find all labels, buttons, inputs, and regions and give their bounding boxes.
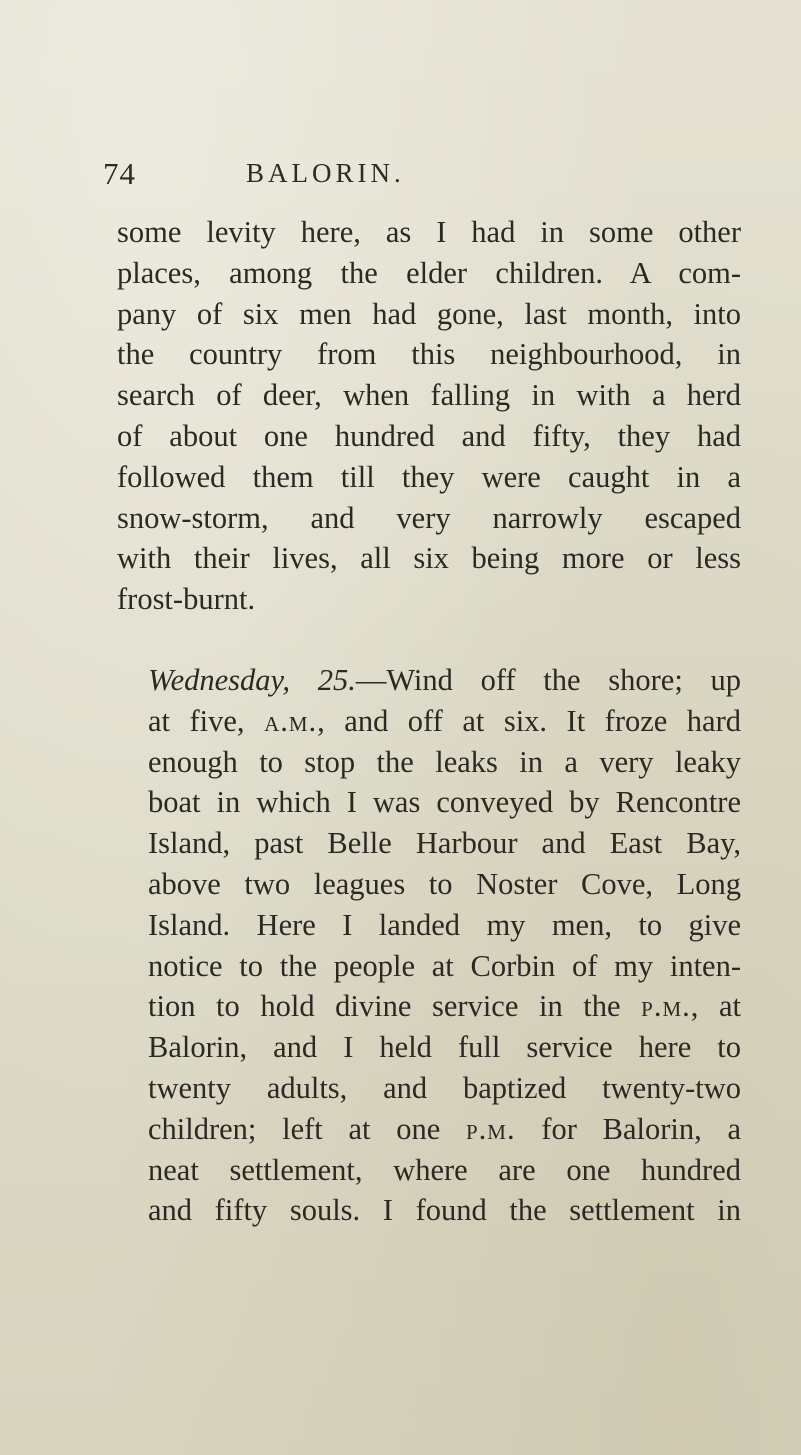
text-line: boat in which I was conveyed by Rencontre (148, 785, 741, 820)
text-line (117, 986, 741, 1027)
text-line: above two leagues to Noster Cove, Long (148, 866, 741, 901)
text-line: pany of six men had gone, last month, into (117, 296, 741, 331)
text-line: frost-burnt. (117, 582, 256, 617)
running-title: BALORIN. (246, 158, 405, 188)
text-line: notice to the people at Corbin of my inten- (148, 948, 741, 983)
text-fragment: for Balorin, a (515, 1111, 741, 1146)
time-am: a.m. (264, 703, 318, 738)
text-line: Island. Here I landed my men, to give (148, 907, 741, 942)
text-line (117, 701, 741, 742)
text-line: some levity here, as I had in some other (117, 215, 741, 249)
text-line: enough to stop the leaks in a very leaky (148, 744, 741, 779)
text-line (117, 660, 741, 701)
paragraph-2 (117, 660, 741, 1231)
text-line: places, among the elder children. A com- (117, 255, 741, 290)
time-pm: p.m. (641, 989, 691, 1024)
text-line: and fifty souls. I found the settlement in (148, 1193, 741, 1228)
text-fragment: at five, (148, 703, 265, 738)
date-heading: Wednesday, 25. (148, 662, 356, 697)
text-line: with their lives, all six being more or less (117, 541, 741, 576)
text-fragment: tion to hold divine service in the (148, 989, 642, 1024)
page-number: 74 (103, 156, 136, 191)
text-fragment: , and off at six. It froze hard (317, 703, 741, 738)
text-line: neat settlement, where are one hundred (148, 1152, 741, 1187)
time-pm: p.m. (466, 1111, 516, 1146)
text-fragment: , at (690, 989, 741, 1024)
text-line: Balorin, and I held full service here to (148, 1030, 741, 1065)
text-line: of about one hundred and fifty, they had (117, 418, 741, 453)
running-head (103, 156, 713, 196)
text-fragment: —Wind off the shore; up (355, 662, 741, 697)
text-fragment: children; left at one (148, 1111, 466, 1146)
paragraph-1 (117, 212, 741, 620)
text-line: twenty adults, and baptized twenty-two (148, 1070, 741, 1105)
text-line: Island, past Belle Harbour and East Bay, (148, 826, 741, 861)
text-line (117, 1109, 741, 1150)
body-text (117, 212, 741, 1231)
text-line: the country from this neighbourhood, in (117, 337, 741, 372)
text-line: followed them till they were caught in a (117, 459, 741, 494)
text-line: search of deer, when falling in with a herd (117, 378, 741, 413)
text-line: snow-storm, and very narrowly escaped (117, 500, 741, 535)
